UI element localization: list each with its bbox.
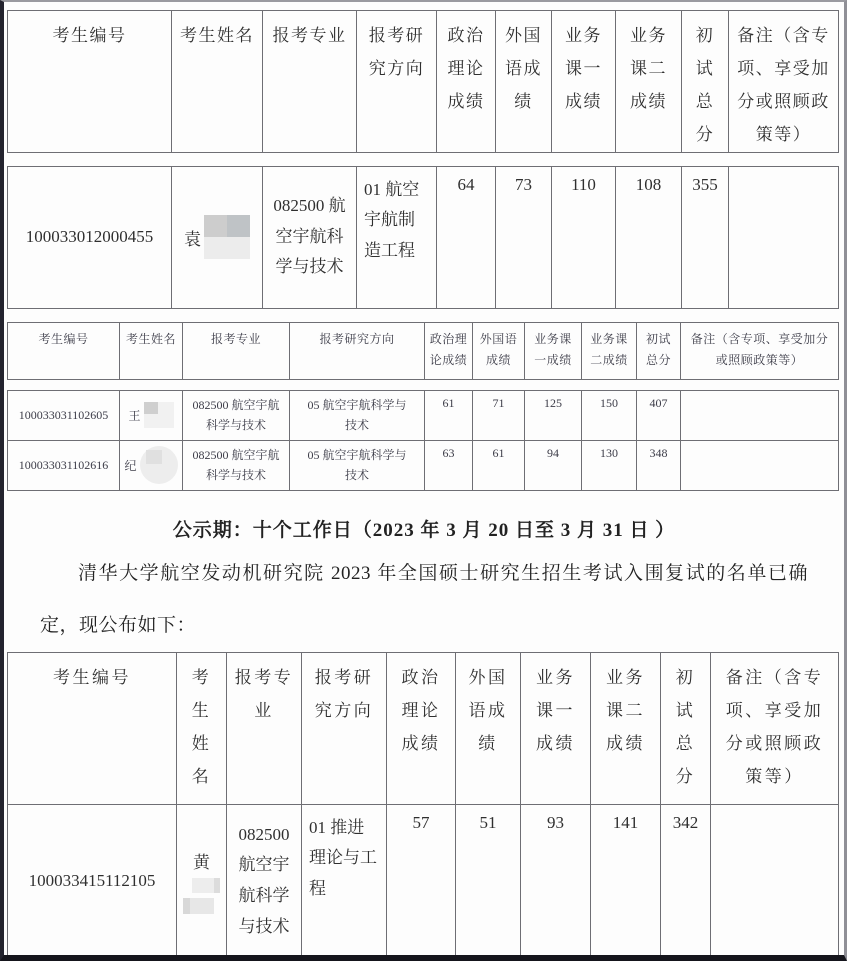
header-major: 报考专业	[263, 11, 357, 153]
cell-total-score: 342	[661, 804, 711, 958]
header-row	[8, 322, 839, 379]
cell-foreign-language-score: 61	[473, 440, 525, 490]
cell-remark	[681, 390, 839, 440]
cell-major: 082500 航空宇航科学与技术	[183, 440, 290, 490]
cell-course1-score: 93	[521, 804, 591, 958]
cell-candidate-id: 100033031102605	[8, 390, 120, 440]
cell-remark	[681, 440, 839, 490]
cell-candidate-name	[177, 804, 227, 958]
redaction-block	[140, 446, 178, 484]
header-candidate-id: 考生编号	[8, 652, 177, 804]
cell-total-score: 348	[637, 440, 681, 490]
header-course2-score: 业务课二成绩	[616, 11, 682, 153]
redaction-block	[192, 878, 220, 893]
header-total-score: 初试总分	[661, 652, 711, 804]
cell-major: 082500 航空宇航科学与技术	[263, 166, 357, 308]
redaction-block	[204, 215, 250, 259]
cell-politics-score: 57	[387, 804, 456, 958]
cell-candidate-name	[120, 390, 183, 440]
cell-candidate-name	[172, 166, 263, 308]
header-row	[8, 11, 839, 153]
header-candidate-name: 考生姓名	[120, 322, 183, 379]
cell-foreign-language-score: 51	[456, 804, 521, 958]
admission-table-3	[7, 652, 839, 959]
header-course1-score: 业务课一成绩	[552, 11, 616, 153]
cell-total-score: 407	[637, 390, 681, 440]
cell-politics-score: 61	[425, 390, 473, 440]
cell-total-score: 355	[682, 166, 729, 308]
admission-table-1-header	[7, 10, 839, 153]
header-foreign-language-score: 外国语成绩	[496, 11, 552, 153]
publicity-period-text: 公示期：十个工作日（2023 年 3 月 20 日至 3 月 31 日 ）	[172, 519, 676, 541]
header-politics-score: 政治理论成绩	[387, 652, 456, 804]
header-remark: 备注（含专项、享受加分或照顾政策等）	[711, 652, 839, 804]
redaction-block	[144, 402, 174, 428]
header-total-score: 初试总分	[637, 322, 681, 379]
cell-candidate-id: 100033031102616	[8, 440, 120, 490]
cell-politics-score: 64	[437, 166, 496, 308]
header-row	[8, 652, 839, 804]
cell-course1-score: 110	[552, 166, 616, 308]
admission-table-2-body	[7, 390, 839, 491]
header-major: 报考专业	[227, 652, 302, 804]
cell-course2-score: 108	[616, 166, 682, 308]
header-research-direction: 报考研究方向	[357, 11, 437, 153]
header-major: 报考专业	[183, 322, 290, 379]
header-remark: 备注（含专项、享受加分或照顾政策等）	[729, 11, 839, 153]
header-research-direction: 报考研究方向	[302, 652, 387, 804]
cell-research-direction: 05 航空宇航科学与技术	[290, 390, 425, 440]
header-politics-score: 政治理论成绩	[437, 11, 496, 153]
cell-foreign-language-score: 71	[473, 390, 525, 440]
announcement-text: 清华大学航空发动机研究院 2023 年全国硕士研究生招生考试入围复试的名单已确定，现公布如下：	[40, 562, 808, 636]
cell-major: 082500 航空宇航科学与技术	[227, 804, 302, 958]
header-course1-score: 业务课一成绩	[521, 652, 591, 804]
redaction-block	[183, 898, 214, 914]
header-course2-score: 业务课二成绩	[582, 322, 637, 379]
header-remark: 备注（含专项、享受加分或照顾政策等）	[681, 322, 839, 379]
candidate-name-text: 纪	[124, 458, 137, 473]
cell-foreign-language-score: 73	[496, 166, 552, 308]
table-row	[8, 166, 839, 308]
header-foreign-language-score: 外国语成绩	[456, 652, 521, 804]
admission-table-1-body	[7, 166, 839, 309]
cell-candidate-name	[120, 440, 183, 490]
candidate-name-text: 黄	[193, 853, 210, 873]
cell-candidate-id: 100033415112105	[8, 804, 177, 958]
header-candidate-id: 考生编号	[8, 11, 172, 153]
cell-remark	[711, 804, 839, 958]
cell-major: 082500 航空宇航科学与技术	[183, 390, 290, 440]
header-politics-score: 政治理论成绩	[425, 322, 473, 379]
cell-course1-score: 125	[525, 390, 582, 440]
cell-research-direction: 05 航空宇航科学与技术	[290, 440, 425, 490]
table-row	[8, 804, 839, 958]
table-row	[8, 440, 839, 490]
header-course2-score: 业务课二成绩	[591, 652, 661, 804]
cell-course2-score: 141	[591, 804, 661, 958]
cell-remark	[729, 166, 839, 308]
cell-course1-score: 94	[525, 440, 582, 490]
admission-table-2-header	[7, 322, 839, 380]
header-candidate-name: 考生姓名	[172, 11, 263, 153]
cell-course2-score: 150	[582, 390, 637, 440]
cell-course2-score: 130	[582, 440, 637, 490]
header-candidate-name: 考生姓名	[177, 652, 227, 804]
cell-candidate-id: 100033012000455	[8, 166, 172, 308]
header-candidate-id: 考生编号	[8, 322, 120, 379]
header-foreign-language-score: 外国语成绩	[473, 322, 525, 379]
header-total-score: 初试总分	[682, 11, 729, 153]
cell-research-direction: 01 航空宇航制造工程	[357, 166, 437, 308]
header-course1-score: 业务课一成绩	[525, 322, 582, 379]
cell-politics-score: 63	[425, 440, 473, 490]
candidate-name-text: 袁	[184, 229, 201, 249]
candidate-name-text: 王	[128, 408, 141, 423]
cell-research-direction: 01 推进理论与工程	[302, 804, 387, 958]
table-row	[8, 390, 839, 440]
header-research-direction: 报考研究方向	[290, 322, 425, 379]
